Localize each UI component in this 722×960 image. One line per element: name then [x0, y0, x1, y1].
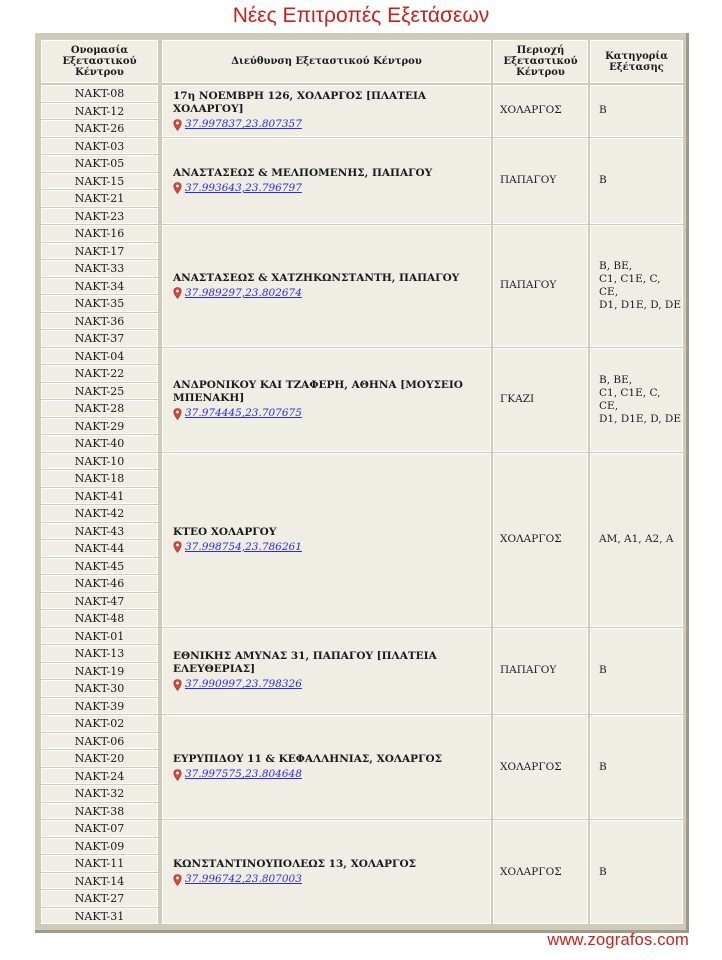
area-cell: ΠΑΠΑΓΟΥ: [493, 138, 588, 225]
coordinates: [173, 541, 302, 554]
address-cell: [162, 348, 491, 452]
exam-center-code: NAKT-24: [41, 768, 158, 785]
table-row: [162, 225, 683, 347]
address-cell: [162, 453, 491, 627]
header-address: Διεύθυνση Εξεταστικού Κέντρου: [162, 40, 491, 83]
address-text: ΚΤΕΟ ΧΟΛΑΡΓΟΥ: [173, 525, 277, 538]
coordinates: [173, 768, 442, 781]
area-cell: ΠΑΠΑΓΟΥ: [493, 225, 588, 347]
exam-center-code: NAKT-22: [41, 365, 158, 382]
exam-center-code: NAKT-21: [41, 190, 158, 207]
exam-center-code: NAKT-08: [41, 85, 158, 102]
coordinates: [173, 678, 490, 691]
address-cell: [162, 225, 491, 347]
exam-center-code: NAKT-43: [41, 523, 158, 540]
coordinates-link[interactable]: 37.997837,23.807357: [185, 118, 302, 131]
area-cell: ΧΟΛΑΡΓΟΣ: [493, 85, 588, 137]
table-row: [162, 348, 683, 452]
exam-center-code: NAKT-28: [41, 400, 158, 417]
exam-center-code: NAKT-10: [41, 453, 158, 470]
exam-center-code: NAKT-39: [41, 698, 158, 715]
address-cell: [162, 138, 491, 225]
exam-center-code: NAKT-03: [41, 138, 158, 155]
exam-center-code: NAKT-45: [41, 558, 158, 575]
exam-center-code: NAKT-27: [41, 890, 158, 907]
exam-center-code: NAKT-20: [41, 750, 158, 767]
map-pin-icon: [173, 769, 182, 781]
coordinates-link[interactable]: 37.993643,23.796797: [185, 181, 302, 194]
exam-center-code: NAKT-16: [41, 225, 158, 242]
exam-center-code: NAKT-06: [41, 733, 158, 750]
map-pin-icon: [173, 541, 182, 553]
map-pin-icon: [173, 408, 182, 420]
footer-website[interactable]: www.zografos.com: [547, 931, 689, 949]
exam-center-code: NAKT-07: [41, 820, 158, 837]
exam-center-code: NAKT-01: [41, 628, 158, 645]
exam-center-code: NAKT-47: [41, 593, 158, 610]
exam-center-code: NAKT-26: [41, 120, 158, 137]
area-cell: ΧΟΛΑΡΓΟΣ: [493, 820, 588, 924]
exam-center-code: NAKT-31: [41, 908, 158, 925]
address-text: ΚΩΝΣΤΑΝΤΙΝΟΥΠΟΛΕΩΣ 13, ΧΟΛΑΡΓΟΣ: [173, 858, 417, 870]
header-category: Κατηγορία Εξέτασης: [590, 40, 683, 83]
header-code: Ονομασία Εξεταστικού Κέντρου: [41, 40, 158, 83]
address-text: ΑΝΔΡΟΝΙΚΟΥ ΚΑΙ ΤΖΑΦΕΡΗ, ΑΘΗΝΑ [ΜΟΥΣΕΙΟ ΜΠΕΝΑΚΗ]: [173, 379, 463, 404]
area-cell: ΧΟΛΑΡΓΟΣ: [493, 715, 588, 819]
exam-center-code: NAKT-05: [41, 155, 158, 172]
table-row: [162, 628, 683, 715]
category-cell: B, BE, C1, C1E, C, CE, D1, D1E, D, DE: [590, 225, 683, 347]
exam-center-code: NAKT-37: [41, 330, 158, 347]
exam-center-code: NAKT-17: [41, 243, 158, 260]
exam-center-code: NAKT-23: [41, 208, 158, 225]
exam-center-code: NAKT-34: [41, 278, 158, 295]
coordinates-link[interactable]: 37.974445,23.707675: [185, 407, 302, 419]
category-cell: B: [590, 628, 683, 715]
exam-center-code: NAKT-25: [41, 383, 158, 400]
coordinates-link[interactable]: 37.996742,23.807003: [185, 873, 302, 885]
exam-center-code: NAKT-12: [41, 103, 158, 120]
exam-center-code: NAKT-19: [41, 663, 158, 680]
exam-center-code: NAKT-33: [41, 260, 158, 277]
address-text: 17η ΝΟΕΜΒΡΗ 126, ΧΟΛΑΡΓΟΣ [ΠΛΑΤΕΙΑ ΧΟΛΑΡΓΟΥ]: [173, 90, 427, 116]
address-cell: [162, 628, 491, 715]
address-text: ΕΘΝΙΚΗΣ ΑΜΥΝΑΣ 31, ΠΑΠΑΓΟΥ [ΠΛΑΤΕΙΑ ΕΛΕΥΘΕΡΙΑΣ]: [173, 650, 437, 676]
coordinates: [173, 407, 490, 420]
exam-center-code: NAKT-44: [41, 540, 158, 557]
exam-center-code: NAKT-32: [41, 785, 158, 802]
map-pin-icon: [173, 874, 182, 886]
coordinates-link[interactable]: 37.997575,23.804648: [185, 768, 302, 780]
exam-center-code: NAKT-14: [41, 873, 158, 890]
coordinates: [173, 118, 490, 131]
exam-center-code: NAKT-13: [41, 645, 158, 662]
coordinates-link[interactable]: 37.990997,23.798326: [185, 678, 302, 691]
category-cell: B: [590, 820, 683, 924]
category-cell: B: [590, 138, 683, 225]
exam-center-code: NAKT-41: [41, 488, 158, 505]
exam-center-code: NAKT-30: [41, 680, 158, 697]
exam-center-code: NAKT-11: [41, 855, 158, 872]
exam-center-code: NAKT-04: [41, 348, 158, 365]
category-cell: B: [590, 715, 683, 819]
map-pin-icon: [173, 679, 182, 691]
page-title: Νέες Επιτροπές Εξετάσεων: [232, 4, 490, 27]
address-cell: [162, 715, 491, 819]
header-area: Περιοχή Εξεταστικού Κέντρου: [493, 40, 588, 83]
coordinates: [173, 873, 416, 886]
exam-center-code: NAKT-18: [41, 470, 158, 487]
coordinates-link[interactable]: 37.998754,23.786261: [185, 540, 302, 553]
exam-center-code: NAKT-46: [41, 575, 158, 592]
address-text: ΑΝΑΣΤΑΣΕΩΣ & ΜΕΛΠΟΜΕΝΗΣ, ΠΑΠΑΓΟΥ: [173, 166, 433, 179]
category-cell: AM, A1, A2, A: [590, 453, 683, 627]
exam-center-code: NAKT-36: [41, 313, 158, 330]
address-text: ΑΝΑΣΤΑΣΕΩΣ & ΧΑΤΖΗΚΩΝΣΤΑΝΤΗ, ΠΑΠΑΓΟΥ: [173, 271, 460, 284]
area-cell: ΠΑΠΑΓΟΥ: [493, 628, 588, 715]
exam-center-code: NAKT-15: [41, 173, 158, 190]
address-text: ΕΥΡΥΠΙΔΟΥ 11 & ΚΕΦΑΛΛΗΝΙΑΣ, ΧΟΛΑΡΓΟΣ: [173, 753, 443, 765]
area-cell: ΧΟΛΑΡΓΟΣ: [493, 453, 588, 627]
category-cell: B, BE, C1, C1E, C, CE, D1, D1E, D, DE: [590, 348, 683, 452]
address-cell: [162, 85, 491, 137]
table-row: [162, 820, 683, 924]
exam-center-code: NAKT-29: [41, 418, 158, 435]
map-pin-icon: [173, 182, 182, 194]
coordinates: [173, 287, 459, 300]
exam-center-code: NAKT-48: [41, 610, 158, 627]
exam-center-code: NAKT-35: [41, 295, 158, 312]
exam-center-code: NAKT-40: [41, 435, 158, 452]
address-cell: [162, 820, 491, 924]
map-pin-icon: [173, 119, 182, 131]
exam-centers-table: [35, 33, 689, 933]
table-row: [162, 453, 683, 627]
category-cell: B: [590, 85, 683, 137]
exam-center-code: NAKT-42: [41, 505, 158, 522]
code-column: [41, 85, 158, 925]
exam-center-code: NAKT-09: [41, 838, 158, 855]
coordinates: [173, 182, 432, 195]
area-cell: ΓΚΑΖΙ: [493, 348, 588, 452]
table-row: [162, 715, 683, 819]
table-row: [162, 138, 683, 225]
table-row: [162, 85, 683, 137]
exam-center-code: NAKT-38: [41, 803, 158, 820]
coordinates-link[interactable]: 37.989297,23.802674: [185, 286, 302, 299]
exam-center-code: NAKT-02: [41, 715, 158, 732]
map-pin-icon: [173, 287, 182, 299]
